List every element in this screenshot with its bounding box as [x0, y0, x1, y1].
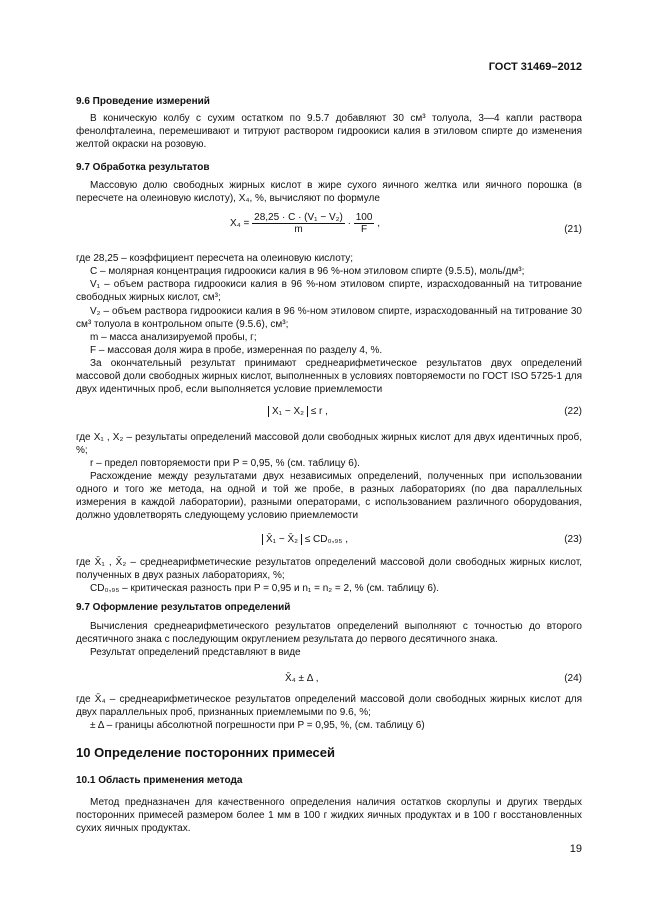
reproducibility-paragraph: Расхождение между результатами двух независимых определений, полученных при использовании одного и того же метода, на одной и той же пробе, в разных лабораториях (по два параллельных измерения в каждой лаборатории), разными операторами, с использованием различного оборудования, должно удовлетворять следующему условию приемлемости: [76, 471, 582, 521]
equation-number-22: (22): [564, 406, 582, 417]
section-10-title: 10 Определение посторонних примесей: [76, 745, 336, 760]
formula-21: [230, 212, 380, 235]
section-9-6-title: 9.6 Проведение измерений: [76, 96, 210, 107]
section-9-7-intro: Массовую долю свободных жирных кислот в жире сухого яичного желтка или яичного порошка (в пересчете на олеиновую кислоту), X₄, %, вычисляют по формуле: [76, 180, 582, 204]
formula-22: [268, 406, 328, 417]
where-line-8: r – предел повторяемости при P = 0,95, % (см. таблицу 6).: [90, 458, 360, 469]
formula-21-fraction-2: [354, 212, 375, 235]
where-line-9: где X̄₁ , X̄₂ – среднеарифметические результатов определений массовой доли свободных жирных кислот, полученных в двух разных лабораториях, %;: [76, 557, 582, 581]
equation-number-24: (24): [564, 673, 582, 684]
formula-21-dot: ·: [347, 218, 351, 230]
formula-21-denominator: m: [294, 224, 303, 235]
section-10-1-title: 10.1 Область применения метода: [76, 775, 243, 786]
where-line-4: V₂ – объем раствора гидроокиси калия в 96 %-ном этиловом спирте, израсходованный на титрование 30 см³ толуола в контрольном опыте (9.5.6), см³;: [76, 306, 582, 330]
formula-23-tail: ≤ CD₀,₉₅ ,: [304, 534, 348, 545]
where-line-3: V₁ – объем раствора гидроокиси калия в 96 %-ном этиловом спирте, израсходованный на титрование свободных жирных кислот, см³;: [76, 279, 582, 303]
standard-code: ГОСТ 31469–2012: [488, 61, 582, 73]
formula-24: X̄₄ ± Δ ,: [285, 673, 319, 684]
where-line-2: C – молярная концентрация гидроокиси калия в 96 %-ном этиловом спирте (9.5.5), моль/дм³;: [90, 266, 525, 277]
formula-21-numerator: 28,25 · C · (V₁ − V₂): [254, 212, 343, 223]
section-9-7-title: 9.7 Обработка результатов: [76, 162, 210, 173]
formula-21-denominator-2: F: [361, 224, 368, 235]
equation-number-21: (21): [564, 224, 582, 235]
where-line-12: ± Δ – границы абсолютной погрешности при P = 0,95, %, (см. таблицу 6): [90, 720, 425, 731]
formula-23-abs: X̄₁ − X̄₂: [262, 534, 302, 545]
formula-21-lhs: X₄ =: [230, 218, 250, 230]
acceptance-paragraph: За окончательный результат принимают среднеарифметическое результатов двух определений массовой доли свободных жирных кислот, выполненных в условиях повторяемости по ГОСТ ISO 5725-1 для двух идентичных проб, если выполняется условие приемлемости: [76, 358, 582, 395]
rounding-paragraph: Вычисления среднеарифметического результатов определений выполняют с точностью до второго десятичного знака с последующим округлением результата до первого десятичного знака.: [76, 621, 582, 645]
formula-22-tail: ≤ r ,: [310, 406, 328, 417]
equation-number-23: (23): [564, 534, 582, 545]
where-line-5: m – масса анализируемой пробы, г;: [90, 332, 257, 343]
formula-22-abs: X₁ − X₂: [268, 406, 308, 417]
result-form-paragraph: Результат определений представляют в виде: [90, 647, 301, 658]
where-line-7: где X₁ , X₂ – результаты определений массовой доли свободных жирных кислот для двух идентичных проб, %;: [76, 432, 582, 456]
where-line-11: где X̄₄ – среднеарифметическое результатов определений массовой доли свободных жирных кислот для двух параллельных проб, признанных приемлемыми по 9.6, %;: [76, 694, 582, 718]
where-line-1: где 28,25 – коэффициент пересчета на олеиновую кислоту;: [76, 253, 354, 264]
where-line-10: CD₀,₉₅ – критическая разность при P = 0,95 и n₁ = n₂ = 2, % (см. таблицу 6).: [90, 583, 439, 594]
where-line-6: F – массовая доля жира в пробе, измеренная по разделу 4, %.: [90, 345, 383, 356]
section-9-6-text: В коническую колбу с сухим остатком по 9.5.7 добавляют 30 см³ толуола, 3—4 капли раствора фенолфталеина, перемешивают и титруют раствором гидроокиси калия в этиловом спирте до изменения желтой окраски на розовую.: [76, 113, 582, 150]
formula-21-fraction-1: [252, 212, 345, 235]
formula-21-numerator-2: 100: [355, 212, 373, 223]
page-number: 19: [569, 843, 582, 855]
formula-21-tail: ,: [377, 218, 380, 230]
section-9-7b-title: 9.7 Оформление результатов определений: [76, 602, 291, 613]
formula-23: [262, 534, 348, 545]
section-10-1-text: Метод предназначен для качественного определения наличия остатков скорлупы и других твердых посторонних примесей размером более 1 мм в 100 г жидких яичных продуктах и в 100 г восстановленных сухих яичных продуктах.: [76, 797, 582, 834]
